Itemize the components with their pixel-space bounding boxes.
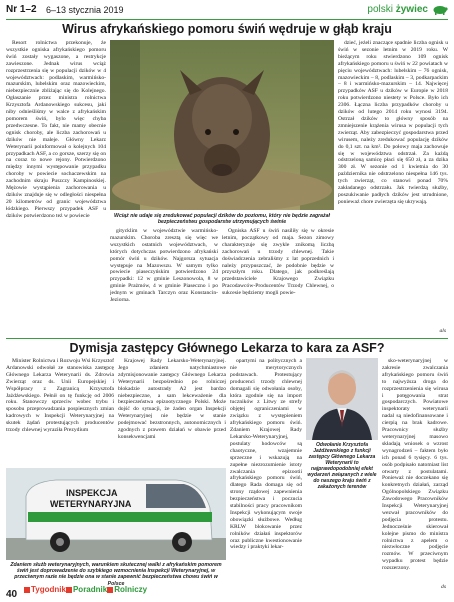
- article2-column-2: Krajowej Rady Lekarsko-Weterynaryjnej. Jego zdaniem natychmiastowe zdymisjonowanie zastępcy Głównego Lekarza Weterynarii bezpośrednio po rolniczej blokadzie autostrady A2 jest bardzo niebezpieczne, a sam lekceważenie dla bezpieczeństwa epizootycznego Polski. Może dojść do sytuacji, że żaden organ Inspekcji Weterynaryjnej nie będzie w stanie podejmować bezstronnych, autonomicznych i zgodnych z prawem działań w obawie przed konsekwencjami: [118, 358, 226, 440]
- boar-photo-caption: Wciąż nie udaje się zredukować populacji dzików do poziomu, który nie będzie zagrażał bezpieczeństwu gospodarstw utrzymujących świnie: [114, 213, 330, 226]
- article2-column-4: sko-weterynaryjnej w zakresie zwalczania afrykańskiego pomoru świń to najwyższa droga do rozprzestrzenienia się wirusa i potęgowania strat gospodarczych. Powiatowe inspektoraty weterynarii nadal są niedofinansowane i cierpią na brak kadrowe. Pracownicy służby weterynaryjnej masowo składają wniosek o wzrost wynagrodzeń – faktem było ich ponad 6 tysięcy. 6 tys. osób podpisało natomiast list otwarty z postulatami. Ponieważ nie doczekano się konkretnych działań, zarząd Ogólnopolskiego Związku Zawodowego Pracowników Inspekcji Weterynaryjnej wezwał pracowników do podjęcia protestu. Jednocześnie skierował kolejne pismo do ministra rolnictwa z apelem o niezwłoczne podjęcie rozmów. W przeciwnym wypadku protest będzie rozszerzony.: [382, 358, 448, 572]
- article2-column-1: Minister Rolnictwa i Rozwoju Wsi Krzysztof Ardanowski odwołał ze stanowiska zastępcę Głównego Lekarza Weterynarii ds. Zdrowia Zwierząt oraz ds. Unii Europejskiej i Współpracy z Zagranicą Krzysztofa Jażdżewskiego. Pełnił on tę funkcję od 2006 roku. Stanowczy sprzeciw wobec trybu i sposobu przeprowadzania pospiesznych zmian kadrowych w Inspekcji Weterynaryjnej na skutek żądań protestujących producentów trzody chlewnej wyraziła Prezydium: [6, 358, 114, 434]
- article2-column-3: opartymi na politycznych a nie merytorycznych podstawach. Protestujący producenci trzody chlewnej domagali się odwołania osoby, która zgodnie się na import tuczników z Litwy ze strefy objętej ograniczeniami w związku z występieniem afrykańskiego pomoru świń. Zdaniem Krajowej Rady Lekarsko-Weterynaryjnej, postulaty hodowców są chaotyczne, wzajemnie sprzeczne i wskazują na zupełne niezrozumienie istoty zwalczania epizootii afrykańskiego pomoru świń, dlatego Rada domaga się od strony rządowej zapewnienia bezpieczeństwa i poczucia stabilności pracy pracownikom Inspekcji wykonującym swoje obowiązki służbowe. Według KRLW blokowanie przez rolników działań inspektorów oraz publiczne kwestionowanie wiedzy i praktyki lekar-: [230, 358, 302, 551]
- article1-column-1: Resort rolnictwa przekonuje, że wszystkie ogniska afrykańskiego pomoru świń zostały wygaszone, a restrykcje zawieszone. Jednak wirus wciąż rozprzestrzenia się w populacji dzików w 4 województwach: podlaskim, warmińsko-mazurskim, lubelskim oraz mazowieckim, niebezpiecznie zbliżając się do Kolejnego. Ogłaszanie przez ministra rolnictwa Krzysztofa Ardanowskiego sukcesu, jaki niby odnieśliśmy w walce z afrykańskim pomorem świń, bylo więc chyba przedwczesne. To fakt, nie mamy obecnie ognisk choroby, ale liczba zachorowań u dzików nie maleje. Główny Lekarz Weterynarii poinformował o kolejnych 104 przypadkach ASF, a co gorsze, szerzy się on na coraz to nowe rejony. Potwierdzono między innymi występowanie przypadku choroby w powiecie sochaczewskim na zachodnim skraju Puszczy Kampinoskiej. Mężowie wystąpienia zachorowania u dzików znajduje się w odległości niespełna 20 kilometrów od granic województwa łódzkiego. Pierwszy przypadek ASF u dzików potwierdzono też w powiecie: [6, 40, 106, 219]
- van-text-line-2: WETERYNARYJNA: [50, 499, 132, 509]
- page-footer: [6, 584, 148, 600]
- header-rule: [6, 19, 448, 20]
- page-number: 40: [6, 589, 18, 600]
- portrait-image: [306, 358, 378, 440]
- issue-date: 6–13 stycznia 2019: [46, 5, 124, 15]
- van-photo: [6, 468, 226, 560]
- van-text-line-1: INSPEKCJA: [66, 488, 118, 498]
- article1-column-2: gitycklim w województwie warmińsko-mazurskim. Choroba zresztą się więc we wszystkich ostatnich województwach, w których dotychczas potwierdzono afrykański pomór świń u dzików. Najgorsza sytuacja występuje na Mazowszu. W samym tylko powiecie piaseczyńskim potwierdzono 24 przypadki: 12 w gminie Leszonowola, 8 w gminie Prażmów, 4 w gminie Piaseczno i po jednym w gminach Tarczyn oraz Konstancin-Jeziorna.: [110, 228, 218, 304]
- article1-column-4: dzieć, jeżeli znaczące spadnie liczba ognisk u świń w sezonie letnim w 2019 roku. W bieżącym roku stwierdzono 109 ognisk afrykańskiego pomoru u świń w 22 powiatach w pięciu województwach: lubelskim – 76 ognisk, mazowieckim – 8, podlaskim – 3, podkarpackim – 8 i warmińsko-mazurskim – 14. Najwięcej przypadków ASF u dzików w Europie w 2018 roku potwierdzono niestety w Polsce. Było ich 2306. Łączna liczba przypadków choroby u dzików od lutego 2014 roku wynosi 3194. Ostrzał dzików to główny sposób na zmniejszenie krążenia wirusa w populacji tych zwierząt. Aby zabezpieczyć gospodarstwa przed wirusem, należy zredukować populację dzików do 0,1 szt. na km². Do połowy maja zachowuje się w województwa odstrzał. Za każdą odstrzeloną samicę płaci się 650 zł, a za dzika 300 zł. W sezonie od 1 kwietnia do 30 października nie odstrzelono niespełna 146 tys. tych zwierząt, co stanowi ponad 70% zakładanego odstrzału. Jak twierdzą służby, poszukiwanie padłych dzików jest utrudnione, ponieważ chore zwierzęta się ukrywają.: [338, 40, 448, 205]
- pig-icon: [432, 4, 448, 16]
- logo-square-icon: [66, 587, 72, 593]
- boar-photo: [110, 40, 334, 210]
- publication-logo: Tygodnik Poradnik Rolniczy: [24, 585, 147, 594]
- van-photo-caption: Zdaniem służb weterynaryjnych, warunkiem skutecznej walki z afrykańskim pomorem świń jest doprowadzenie do szybkiego wzmocnienia Inspekcji Weterynaryjnej, w przeciwnym razie nie będzie ona w stanie zapewnić bezpieczeństwa chowu świń w Polsce: [10, 562, 222, 587]
- wild-boar-image: [110, 40, 334, 210]
- article1-signature: als: [439, 328, 446, 334]
- article2-signature: ds: [441, 584, 446, 590]
- portrait-photo: [306, 358, 378, 440]
- article1-title: Wirus afrykańskiego pomoru świń wędruje w głąb kraju: [62, 22, 392, 36]
- section-name: polski żywiec: [367, 4, 428, 15]
- article-divider: [6, 338, 448, 339]
- issue-number: Nr 1–2: [6, 4, 37, 15]
- portrait-caption: Odwołanie Krzysztofa Jażdżewskiego z funkcji zastępcy Głównego Lekarza Weterynarii to najprawdopodobniej efekt wydarzeń związanych z wiele do naszego kraju świń z zakażonych terenów: [307, 442, 377, 490]
- page-header: [6, 4, 448, 18]
- article2-title: Dymisja zastępcy Głównego Lekarza to kara za ASF?: [69, 341, 385, 355]
- logo-square-icon: [24, 587, 30, 593]
- article1-column-3: Ogniska ASF u świń nasiliły się w okresie letnim, początkowy od maja. Sezon zimowy charakteryzuje się zwykle znikomą liczbą zachorowań u trzody chlewnej. Takie doświadczenia zebraliśmy z lat poprzednich i należy przypuszczać, że podobnie będzie w przyszłym roku. Dlatego, jak podkreślają przedstawiciele Krajowego Związku Pracodawców-Producentów Trzody Chlewnej, o sukcesie będziemy mogli powie-: [222, 228, 334, 297]
- logo-square-icon: [107, 587, 113, 593]
- inspection-van-image: [6, 468, 226, 560]
